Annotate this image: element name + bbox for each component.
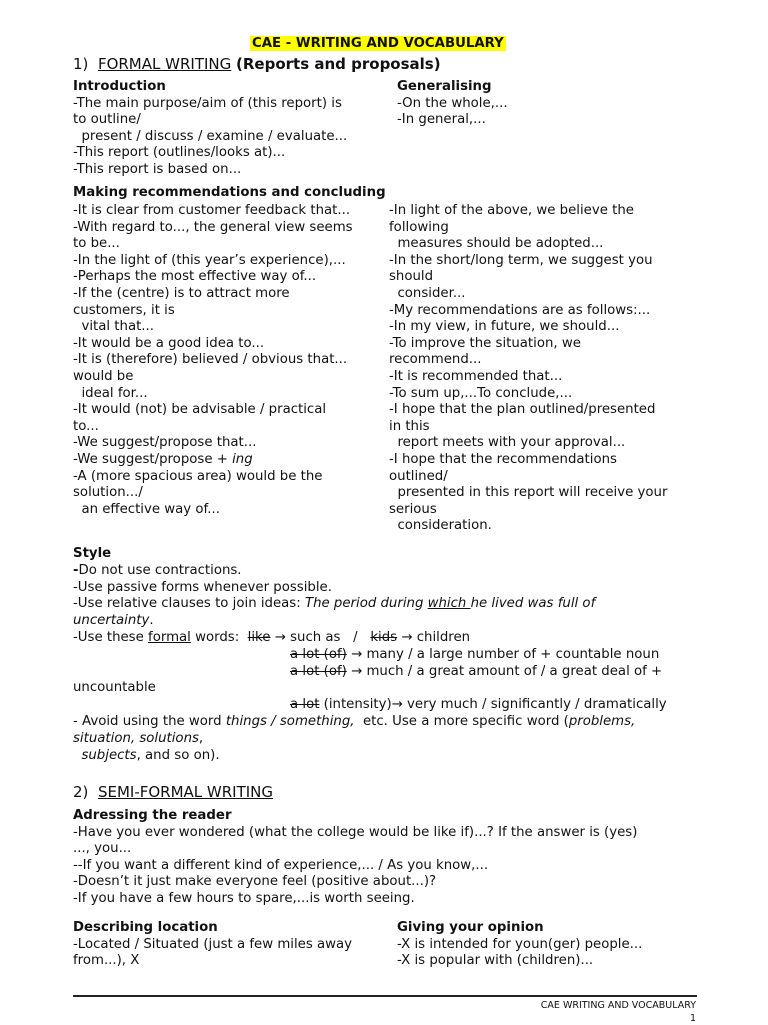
footer-text: CAE WRITING AND VOCABULARY [540,1000,696,1011]
rec-line: -If the (centre) is to attract more [73,285,290,301]
rec-line: serious [389,501,437,517]
location-block [73,920,352,970]
addressing-block [73,808,637,908]
section-2-heading: 2) SEMI-FORMAL WRITING [73,783,274,801]
rec-line: -My recommendations are as follows:... [389,302,651,318]
addressing-heading: Adressing the reader [73,808,232,823]
style-line: uncertainty. [73,613,154,629]
location-line: -Located / Situated (just a few miles away [73,936,353,952]
recommendations-right-column [389,203,667,535]
rec-line: -It is (therefore) believed / obvious that... [73,352,348,368]
rec-line: to be... [73,236,120,252]
rec-line: -It is recommended that... [389,368,563,384]
rec-line: -I hope that the recommendations [389,451,617,467]
rec-line: consider... [389,285,466,301]
rec-line: -It would be a good idea to... [73,335,265,351]
rec-line: -A (more spacious area) would be the [73,468,323,484]
page-number: 1 [689,1013,696,1024]
intro-line: -This report is based on... [73,161,242,177]
style-line: a lot (intensity)→ very much / significantly / dramatically [290,697,667,713]
style-line: - Avoid using the word things / something, etc. Use a more specific word (problems, [73,713,636,729]
rec-line: consideration. [389,518,492,534]
addressing-line: -Have you ever wondered (what the college would be like if)...? If the answer is (yes) [73,824,638,840]
style-line: subjects, and so on). [73,747,220,763]
rec-line: an effective way of... [73,501,220,517]
style-line: a lot (of) → much / a great amount of / a great deal of + [290,663,663,679]
opinion-line: -X is intended for youn(ger) people... [397,936,643,952]
addressing-line: --If you want a different kind of experience,... / As you know,... [73,857,489,873]
rec-line: -I hope that the plan outlined/presented [389,402,656,418]
rec-line: following [389,219,449,235]
rec-line: -In my view, in future, we should... [389,319,620,335]
style-line: -Use relative clauses to join ideas: The period during which he lived was full of [73,596,596,612]
generalising-line: -In general,... [397,112,486,128]
rec-line: presented in this report will receive your [389,485,668,501]
addressing-line: -Doesn’t it just make everyone feel (positive about...)? [73,874,437,890]
rec-line: report meets with your approval... [389,435,626,451]
intro-line: -This report (outlines/looks at)... [73,145,286,161]
recommendations-left-column [73,203,353,518]
rec-line: ideal for... [73,385,148,401]
generalising-line: -On the whole,... [397,95,508,111]
rec-line: -To improve the situation, we [389,335,581,351]
opinion-line: -X is popular with (children)... [397,953,594,969]
section-1-heading: 1) FORMAL WRITING (Reports and proposals) [73,55,441,73]
style-line: -Do not use contractions. [73,562,242,578]
rec-line: -It would (not) be advisable / practical [73,402,327,418]
addressing-line: -If you have a few hours to spare,...is worth seeing. [73,890,415,906]
rec-line: -Perhaps the most effective way of... [73,269,317,285]
right-arrow-icon: → [274,629,286,645]
rec-line: -In the light of (this year’s experience),... [73,252,346,268]
recommendations-heading: Making recommendations and concluding [73,185,386,200]
generalising-block [397,79,508,129]
intro-line: to outline/ [73,112,141,128]
rec-line: -We suggest/propose that... [73,435,257,451]
style-block [73,546,667,764]
rec-line: solution.../ [73,485,143,501]
location-heading: Describing location [73,920,218,935]
rec-line: recommend... [389,352,482,368]
introduction-block [73,79,347,179]
rec-line: in this [389,418,430,434]
rec-line: -We suggest/propose + ing [73,451,253,467]
rec-line: outlined/ [389,468,448,484]
introduction-heading: Introduction [73,79,166,94]
rec-line: customers, it is [73,302,175,318]
document-title: CAE - WRITING AND VOCABULARY [252,36,504,51]
page-footer [541,999,696,1025]
footer-rule [73,995,697,997]
rec-line: vital that... [73,319,154,335]
intro-line: present / discuss / examine / evaluate... [73,128,348,144]
style-line: a lot (of) → many / a large number of + countable noun [290,646,660,662]
location-line: from...), X [73,953,140,969]
rec-line: -With regard to..., the general view seems [73,219,353,235]
right-arrow-icon: → [401,629,413,645]
opinion-heading: Giving your opinion [397,920,544,935]
right-arrow-icon: → [351,663,363,679]
style-line: -Use these formal words: like → such as / kids → children [73,629,471,645]
style-line: uncountable [73,680,156,696]
rec-line: should [389,269,434,285]
generalising-heading: Generalising [397,79,492,94]
style-line: situation, solutions, [73,730,204,746]
opinion-block [397,920,642,970]
intro-line: -The main purpose/aim of (this report) is [73,95,342,111]
rec-line: -It is clear from customer feedback that... [73,203,351,218]
right-arrow-icon: → [391,697,403,713]
rec-line: to... [73,418,99,434]
rec-line: -In light of the above, we believe the [389,203,634,218]
rec-line: would be [73,368,134,384]
right-arrow-icon: → [351,646,363,662]
rec-line: -To sum up,...To conclude,... [389,385,573,401]
style-line: -Use passive forms whenever possible. [73,579,332,595]
rec-line: -In the short/long term, we suggest you [389,252,653,268]
addressing-line: ..., you... [73,841,132,857]
rec-line: measures should be adopted... [389,236,604,252]
style-heading: Style [73,546,112,561]
